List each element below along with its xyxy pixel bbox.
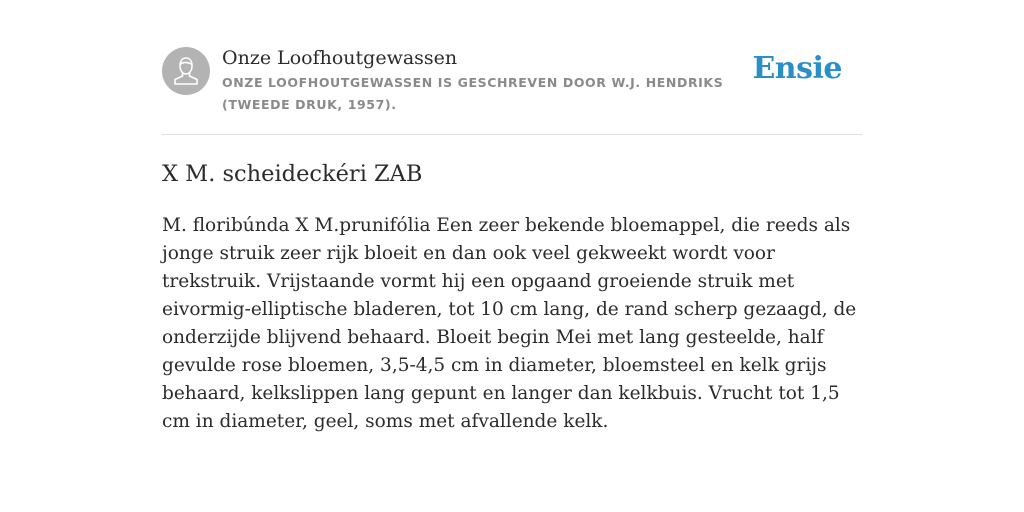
- page: [162, 0, 862, 432]
- source-header: [162, 0, 862, 135]
- source-title[interactable]: Onze Loofhoutgewassen: [222, 47, 458, 69]
- avatar[interactable]: [162, 47, 210, 95]
- brand-logo[interactable]: Ensie: [752, 51, 842, 86]
- user-icon: [162, 47, 210, 95]
- source-description: ONZE LOOFHOUTGEWASSEN IS GESCHREVEN DOOR W.J. HENDRIKS (TWEEDE DRUK, 1957).: [222, 75, 724, 112]
- entry-body: M. floribúnda X M.prunifólia Een zeer bekende bloemappel, die reeds als jonge struik zeer rijk bloeit en dan ook veel gekweekt wordt voor trekstruik. Vrijstaande vormt hij een opgaand groeiende struik met eivormig-elliptische bladeren, tot 10 cm lang, de rand scherp gezaagd, de onderzijde blijvend behaard. Bloeit begin Mei met lang gesteelde, half gevulde rose bloemen, 3,5-4,5 cm in diameter, bloemsteel en kelk grijs behaard, kelkslippen lang gepunt en langer dan kelkbuis. Vrucht tot 1,5 cm in diameter, geel, soms met afvallende kelk.: [162, 215, 857, 432]
- entry-title: X M. scheideckéri ZAB: [162, 161, 423, 187]
